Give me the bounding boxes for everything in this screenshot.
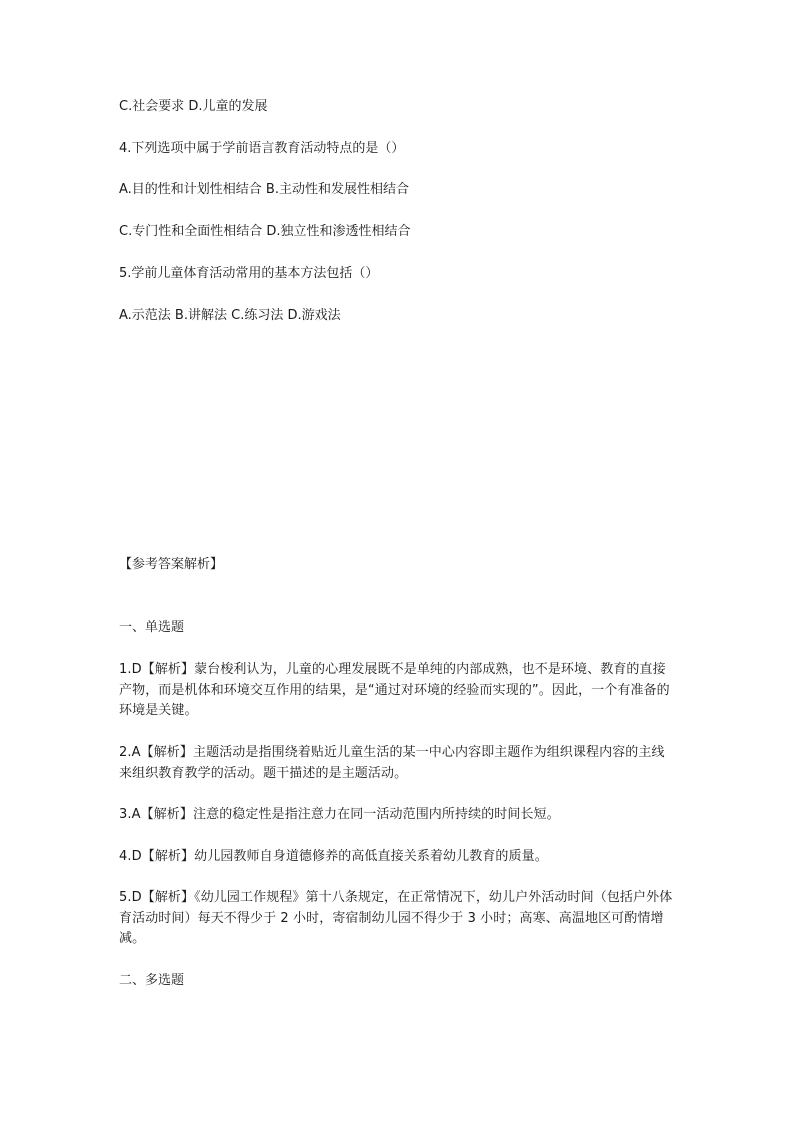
question-option-line: C.专门性和全面性相结合 D.独立性和渗透性相结合	[119, 224, 411, 239]
answer-key-heading: 【参考答案解析】	[119, 557, 224, 572]
answer-explanation: 3.A【解析】注意的稳定性是指注意力在同一活动范围内所持续的时间长短。	[119, 807, 560, 822]
answer-explanation: 1.D【解析】蒙台梭利认为，儿童的心理发展既不是单纯的内部成熟，也不是环境、教育的直接产物，而是机体和环境交互作用的结果，是“通过对环境的经验而实现的”。因此，一个有准备的环境是关键。	[119, 662, 670, 718]
question-option-line: A.示范法 B.讲解法 C.练习法 D.游戏法	[119, 308, 341, 323]
answer-explanation: 5.D【解析】《幼儿园工作规程》第十八条规定，在正常情况下，幼儿户外活动时间（包括户外体育活动时间）每天不得少于 2 小时，寄宿制幼儿园不得少于 3 小时；高寒、高温地区可酌情增减。	[119, 890, 673, 946]
answer-explanation: 2.A【解析】主题活动是指围绕着贴近儿童生活的某一中心内容即主题作为组织课程内容的主线来组织教育教学的活动。题干描述的是主题活动。	[119, 745, 665, 781]
section-heading-single-choice: 一、单选题	[119, 620, 185, 635]
question-stem: 4.下列选项中属于学前语言教育活动特点的是（）	[119, 141, 405, 156]
answer-explanation: 4.D【解析】幼儿园教师自身道德修养的高低直接关系着幼儿教育的质量。	[119, 849, 548, 864]
question-stem: 5.学前儿童体育活动常用的基本方法包括（）	[119, 266, 379, 281]
question-option-line: C.社会要求 D.儿童的发展	[119, 99, 268, 114]
section-heading-multiple-choice: 二、多选题	[119, 973, 185, 988]
question-option-line: A.目的性和计划性相结合 B.主动性和发展性相结合	[119, 182, 409, 197]
